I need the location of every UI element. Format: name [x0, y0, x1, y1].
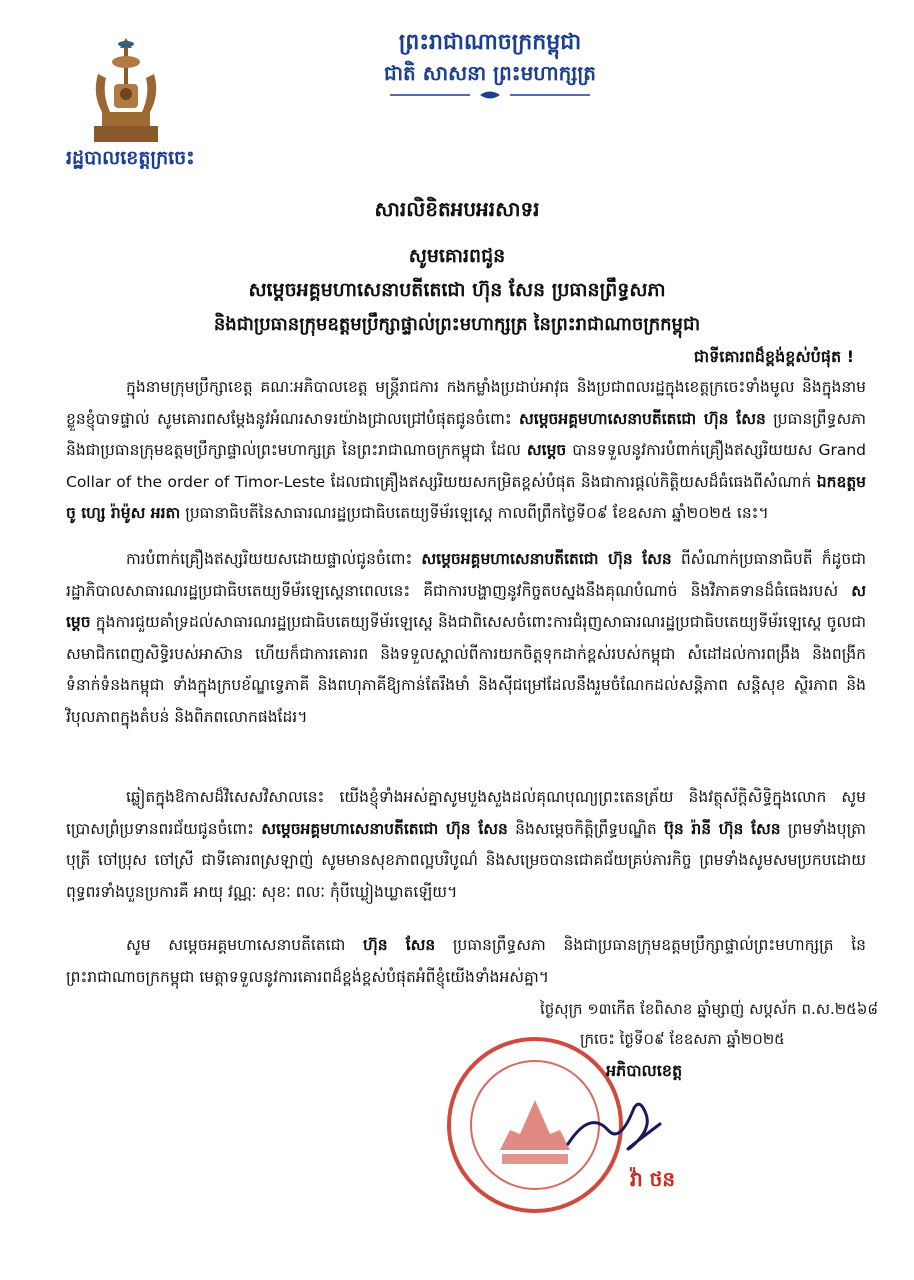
text-run: ពីសំណាក់ប្រធានាធិបតី ក៏ដូចជារដ្ឋាភិបាលសាធារណរដ្ឋប្រជាធិបតេយ្យទីម័រឡេស្តេនាពេលនេះ គឺជាការបង្ហាញនូវកិច្ចតបស្នងនឹងគុណបំណាច់ និងវិភាគទានដ៏ធំធេងរបស់ [66, 550, 866, 600]
text-run: និងសម្តេចកិត្តិព្រឹទ្ធបណ្ឌិត [507, 819, 664, 838]
handwritten-signature-icon [560, 1090, 670, 1160]
text-run: ប្រធានាធិបតីនៃសាធារណរដ្ឋប្រជាធិបតេយ្យទីម័រឡេស្តេ កាលពីព្រឹកថ្ងៃទី០៩ ខែឧសភា ឆ្នាំ២០២៥ នេះ។ [180, 504, 769, 522]
bold-name: សម្តេច [526, 441, 567, 459]
text-run: ឆ្លៀតក្នុងឱកាសដ៏វិសេសវិសាលនេះ យើងខ្ញុំទាំងអស់គ្នាសូមបួងសួងដល់គុណបុណ្យព្រះតេនត្រ័យ និងវត្ថុស័ក្តិសិទ្ធិក្នុងលោក សូមប្រោសព្រំប្រទានពរជ័យជូនចំពោះ [66, 788, 866, 838]
address-line: និងជាប្រធានក្រុមឧត្តមប្រឹក្សាផ្ទាល់ព្រះមហាក្សត្រ នៃព្រះរាជាណាចក្រកម្ពុជា [213, 314, 701, 335]
letter-date: ក្រចេះ ថ្ងៃទី០៩ ខែឧសភា ឆ្នាំ២០២៥ [580, 1030, 785, 1048]
text-run: ព្រមទាំងបុត្រា បុត្រី ចៅប្រុស ចៅស្រី ជាទីគោរពស្រឡាញ់ សូមមានសុខភាពល្អបរិបូណ៌ និងសម្រេចបានជោគជ័យគ្រប់ភារកិច្ច ព្រមទាំងសូមសមប្រកបដោយពុទ្ធពរទាំងបួនប្រការគឺ អាយុ វណ្ណៈ សុខៈ ពលៈ កុំបីឃ្លៀងឃ្លាតឡើយ។ [66, 819, 866, 901]
paragraph-2 [66, 544, 866, 733]
lunar-date: ថ្ងៃសុក្រ ១៣កើត ខែពិសាខ ឆ្នាំម្សាញ់ សប្តស័ក ព.ស.២៥៦៨ [540, 1000, 878, 1018]
address-line: សម្តេចអគ្គមហាសេនាបតីតេជោ ហ៊ុន សែន ប្រធានព្រឹទ្ធសភា [248, 279, 666, 301]
text-run: ការបំពាក់គ្រឿងឥស្សរិយយសដោយផ្ទាល់ជូនចំពោះ [126, 550, 422, 568]
ornament-divider-icon [330, 90, 650, 100]
bold-name: សម្តេចអគ្គមហាសេនាបតីតេជោ ហ៊ុន សែន [421, 550, 672, 568]
text-run: ក្នុងការជួយគាំទ្រដល់សាធារណរដ្ឋប្រជាធិបតេយ្យទីម័រឡេស្តេ និងជាពិសេសចំពោះការជំរុញសាធារណរដ្ឋប្រជាធិបតេយ្យទីម័រឡេស្តេ ចូលជាសមាជិកពេញសិទ្ធិរបស់អាស៊ាន ហើយក៏ជាការគោរព និងទទួលស្គាល់ពីការយកចិត្តទុកដាក់ខ្ពស់របស់កម្ពុជា សំដៅដល់ការពង្រឹង និងពង្រីកទំនាក់ទំនងកម្ពុជា ទាំងក្នុងក្របខ័ណ្ឌទ្វេភាគី និងពហុភាគីឱ្យកាន់តែរឹងមាំ និងស៊ីជម្រៅដែលនឹងរួមចំណែកដល់សន្តិភាព សន្តិសុខ ស្ថិរភាព និងវិបុលភាពក្នុងតំបន់ និងពិភពលោកផងដែរ។ [66, 613, 866, 726]
paragraph-1 [66, 372, 866, 530]
signatory-title: អភិបាលខេត្ត [606, 1061, 683, 1080]
kingdom-title: ព្រះរាជាណាចក្រកម្ពុជា [398, 30, 582, 55]
paragraph-4 [66, 930, 866, 993]
province-administration: រដ្ឋបាលខេត្តក្រចេះ [66, 147, 195, 169]
signatory-name: វ៉ា ថន [630, 1167, 676, 1191]
bold-name: សម្តេច [66, 581, 866, 631]
document-title: សារលិខិតអបអរសាទរ [374, 197, 540, 221]
text-run: ក្នុងនាមក្រុមប្រឹក្សាខេត្ត គណៈអភិបាលខេត្ត មន្ត្រីរាជការ កងកម្លាំងប្រដាប់អាវុធ និងប្រជាពលរដ្ឋក្នុងខេត្តក្រចេះទាំងមូល និងក្នុងនាមខ្លួនខ្ញុំបាទផ្ទាល់ សូមគោរពសម្តែងនូវអំណរសាទរយ៉ាងជ្រាលជ្រៅបំផុតជូនចំពោះ [66, 378, 866, 428]
national-motto: ជាតិ សាសនា ព្រះមហាក្សត្រ [384, 61, 596, 85]
bold-name: សម្តេចអគ្គមហាសេនាបតីតេជោ ហ៊ុន សែន [519, 409, 766, 428]
salutation: ជាទីគោរពដ៏ខ្ពង់ខ្ពស់បំផុត ! [693, 347, 854, 366]
text-run: ប្រធានព្រឹទ្ធសភា និងជាប្រធានក្រុមឧត្តមប្រឹក្សាផ្ទាល់ព្រះមហាក្សត្រ នៃព្រះរាជាណាចក្រកម្ពុជា មេត្តាទទួលនូវការគោរពដ៏ខ្ពង់ខ្ពស់បំផុតអំពីខ្ញុំយើងទាំងអស់គ្នា។ [66, 936, 866, 986]
bold-name: សម្តេចអគ្គមហាសេនាបតីតេជោ ហ៊ុន សែន [261, 819, 508, 838]
paragraph-3 [66, 782, 866, 908]
bold-name: ឯកឧត្តម ចូ ហ្សេ រ៉ាម៉ូស អរតា [66, 472, 866, 522]
text-run: បានទទួលនូវការបំពាក់គ្រឿងឥស្សរិយយស Grand Collar of the order of Timor-Leste ដែលជាគ្រឿងឥស្សរិយយសកម្រិតខ្ពស់បំផុត និងជាការផ្តល់កិត្តិយសដ៏ធំធេងពីសំណាក់ [66, 441, 867, 491]
text-run: សូម សម្តេចអគ្គមហាសេនាបតីតេជោ [126, 936, 364, 954]
royal-emblem-icon [88, 34, 164, 146]
text-run: ប្រធានព្រឹទ្ធសភា និងជាប្រធានក្រុមឧត្តមប្រឹក្សាផ្ទាល់ព្រះមហាក្សត្រ នៃព្រះរាជាណាចក្រកម្ពុជា ដែល [66, 409, 866, 459]
bold-name: ប៊ុន រ៉ានី ហ៊ុន សែន [663, 819, 781, 838]
address-line: សូមគោរពជូន [408, 245, 506, 267]
bold-name: ហ៊ុន សែន [363, 936, 436, 954]
